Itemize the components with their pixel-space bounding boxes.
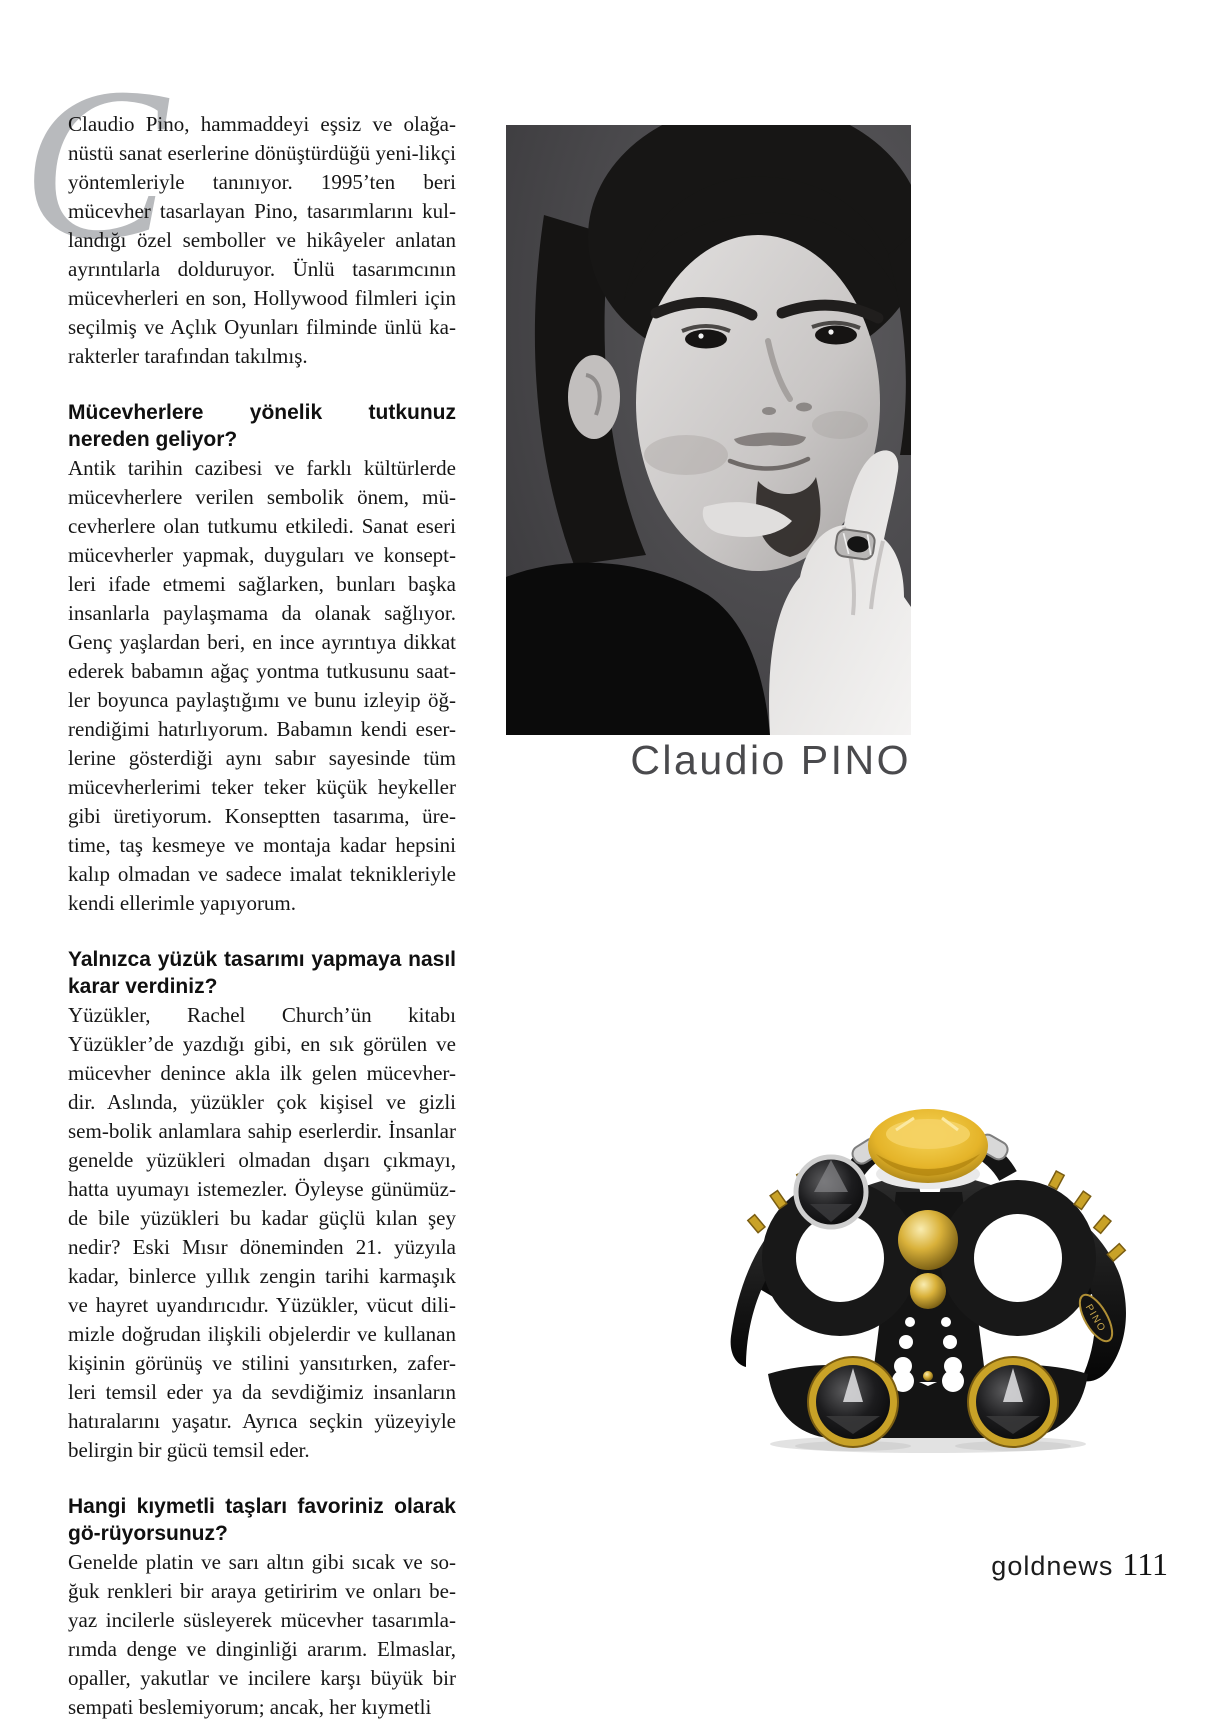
photo-caption: Claudio PINO	[630, 737, 911, 783]
answer-paragraph-2: Yüzükler, Rachel Church’ün kitabı Yüzükler’de yazdığı gibi, en sık görülen ve mücevher denince akla ilk gelen mücevher-dir. Aslında, yüzükler çok kişisel ve gizli sem-bolik anlamlara sahip eserlerdir. İnsanlar genelde yüzükleri olmadan dışarı çıkmayı, hatta uyumayı istemezler. Öyleyse günümüz-de bile yüzükleri bu kadar güçlü kılan şey nedir? Eski Mısır döneminden 21. yüzyıla kadar, binlerce yıllık zengin tarihi karmaşık ve hayret uyandırıcıdır. Yüzükler, vücut dili-mizle doğrudan ilişkili objelerdir ve kullanan kişinin görünüş ve stilini yansıtırken, zafer-leri temsil eder ya da sevdiğimiz insanların hatıralarını yaşatır. Ayrıca seçkin yüzeyiyle belirgin bir gücü temsil eder.	[68, 1003, 456, 1462]
eye-left	[685, 330, 727, 349]
article-column	[22, 44, 456, 1722]
ear	[568, 355, 620, 439]
bezel-gem-right	[968, 1357, 1058, 1447]
drop-cap: C	[22, 44, 168, 285]
answer-paragraph-1: Antik tarihin cazibesi ve farklı kültürlerde mücevherlere verilen sembolik önem, mü-cevherlere olan tutkumu etkiledi. Sanat eseri mücevherler yapmak, duyguları ve konsept-leri ifade etmemi sağlarken, bunları başka insanlarla paylaşmama da olanak sağlıyor. Genç yaşlardan beri, en ince ayrıntıya dikkat ederek babamın ağaç yontma tutkusunu saat-ler boyunca paylaştığımı ve bunu izleyip öğ-rendiğimi hatırlıyorum. Babamın kendi eser-lerine gösterdiği aynı sabır sayesinde tüm mücevherlerimi teker teker küçük heykeller gibi üretiyorum. Konseptten tasarıma, üre-time, taş kesmeye ve montaja kadar hepsini kalıp olmadan ve sadece imalat teknikleriyle kendi ellerimle yapıyorum.	[68, 456, 456, 915]
portrait-photo	[506, 125, 911, 735]
pino-logo-text: PINO	[1082, 1302, 1108, 1335]
question-heading-2: Yalnızca yüzük tasarımı yapmaya nasıl karar verdiniz?	[68, 948, 456, 998]
intro-paragraph: Claudio Pino, hammaddeyi eşsiz ve olağa-nüstü sanat eserlerine dönüştürdüğü yeni-likçi yöntemleriyle tanınıyor. 1995’ten beri mücevher tasarlayan Pino, tasarımlarını kul-landığı özel semboller ve hikâyeler anlatan ayrıntılarla dolduruyor. Ünlü tasarımcının mücevherleri en son, Hollywood filmleri için seçilmiş ve Açlık Oyunları filminde ünlü ka-rakterler tarafından takılmış.	[68, 112, 456, 368]
page-number: 111	[1122, 1546, 1168, 1582]
finger-hole-right	[957, 1197, 1079, 1319]
finger-ring	[834, 528, 875, 560]
magazine-name: goldnews	[991, 1551, 1114, 1581]
question-heading-3: Hangi kıymetli taşları favoriniz olarak gö-rüyorsunuz?	[68, 1495, 456, 1545]
gold-bead-small	[923, 1371, 933, 1381]
gold-sphere-large	[898, 1210, 958, 1270]
jewelry-photo	[700, 1080, 1160, 1460]
gold-sphere-small	[910, 1273, 946, 1309]
bezel-gem-left	[808, 1357, 898, 1447]
question-heading-1: Mücevherlere yönelik tutkunuz nereden geliyor?	[68, 401, 456, 451]
eye-right	[815, 326, 857, 345]
answer-paragraph-3: Genelde platin ve sarı altın gibi sıcak ve so-ğuk renkleri bir araya getiririm ve onları be-yaz incilerle süsleyerek mücevher tasarımla-rımda denge ve dinginliği ararım. Elmaslar, opaller, yakutlar ve incilere karşı büyük bir sempati beslemiyorum; ancak, her kıymetli	[68, 1550, 456, 1719]
